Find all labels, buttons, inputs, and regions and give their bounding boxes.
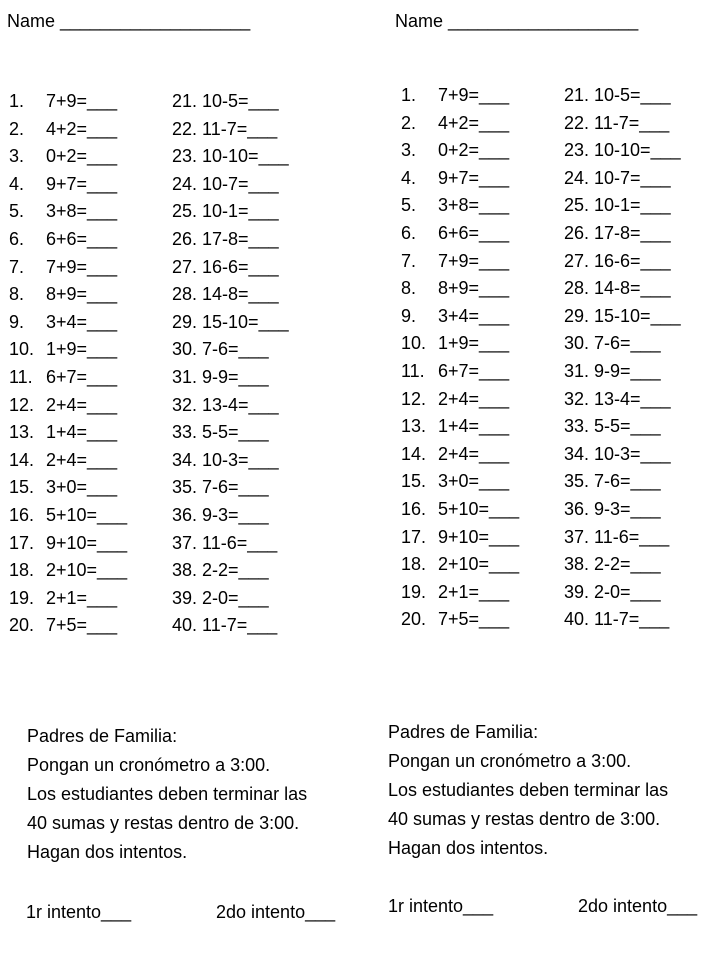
subtraction-problem: 38. 2-2=___ <box>564 554 661 575</box>
problem-number: 6. <box>401 222 417 243</box>
addition-problem: 6+6=___ <box>46 228 118 249</box>
addition-problem: 1+9=___ <box>46 339 118 360</box>
problem-row <box>0 502 360 530</box>
problem-list <box>388 82 720 634</box>
subtraction-problem: 21. 10-5=___ <box>172 91 279 111</box>
subtraction-problem: 35. 7-6=___ <box>172 477 269 498</box>
problem-number: 1. <box>9 91 25 111</box>
addition-problem: 3+0=___ <box>46 477 118 498</box>
addition-problem: 7+9=___ <box>438 85 510 105</box>
addition-problem: 7+9=___ <box>46 91 118 111</box>
problem-row <box>0 474 360 502</box>
subtraction-problem: 31. 9-9=___ <box>172 366 269 387</box>
problem-row <box>388 579 720 607</box>
problem-number: 18. <box>9 560 35 581</box>
problem-row <box>388 303 720 331</box>
addition-problem: 4+2=___ <box>438 112 510 133</box>
subtraction-problem: 30. 7-6=___ <box>172 339 269 360</box>
problem-number: 13. <box>401 416 427 437</box>
problem-number: 17. <box>9 532 35 553</box>
problem-number: 8. <box>9 284 25 305</box>
subtraction-problem: 22. 11-7=___ <box>564 112 670 133</box>
problem-number: 8. <box>401 278 417 299</box>
problem-row <box>388 524 720 552</box>
problem-number: 5. <box>9 201 25 222</box>
problem-row <box>388 606 720 634</box>
problem-number: 19. <box>401 581 427 602</box>
problem-row <box>388 165 720 193</box>
problem-row <box>388 441 720 469</box>
addition-problem: 7+9=___ <box>438 250 510 271</box>
addition-problem: 1+4=___ <box>46 422 118 443</box>
subtraction-problem: 37. 11-6=___ <box>172 532 278 553</box>
subtraction-problem: 23. 10-10=___ <box>172 146 289 167</box>
addition-problem: 2+4=___ <box>46 394 118 415</box>
addition-problem: 3+0=___ <box>438 471 510 492</box>
problem-row <box>388 358 720 386</box>
parent-note-line: Hagan dos intentos. <box>388 838 549 858</box>
addition-problem: 9+7=___ <box>438 167 510 188</box>
addition-problem: 6+7=___ <box>46 366 118 387</box>
problem-number: 2. <box>9 118 25 139</box>
problem-row <box>388 496 720 524</box>
subtraction-problem: 25. 10-1=___ <box>172 201 279 222</box>
problem-row <box>0 198 360 226</box>
subtraction-problem: 38. 2-2=___ <box>172 560 269 581</box>
problem-row <box>0 88 360 116</box>
subtraction-problem: 40. 11-7=___ <box>172 615 278 636</box>
problem-number: 17. <box>401 526 427 547</box>
addition-problem: 5+10=___ <box>438 498 520 519</box>
addition-problem: 2+4=___ <box>438 443 510 464</box>
problem-number: 11. <box>401 360 425 381</box>
subtraction-problem: 32. 13-4=___ <box>564 388 671 409</box>
subtraction-problem: 29. 15-10=___ <box>172 311 289 332</box>
problem-number: 20. <box>9 615 35 636</box>
parent-note-line: Padres de Familia: <box>388 722 539 742</box>
addition-problem: 4+2=___ <box>46 118 118 139</box>
parent-note-line: Padres de Familia: <box>27 726 178 746</box>
problem-number: 14. <box>9 449 35 470</box>
subtraction-problem: 29. 15-10=___ <box>564 305 681 326</box>
parent-note-line: Los estudiantes deben terminar las <box>388 780 669 800</box>
problem-number: 15. <box>9 477 35 498</box>
subtraction-problem: 35. 7-6=___ <box>564 471 661 492</box>
attempt-1-label: 1r intento___ <box>388 896 494 916</box>
subtraction-problem: 30. 7-6=___ <box>564 333 661 354</box>
parent-note-line: Pongan un cronómetro a 3:00. <box>27 755 271 775</box>
problem-number: 4. <box>9 173 25 194</box>
problem-number: 14. <box>401 443 427 464</box>
problem-row <box>388 248 720 276</box>
addition-problem: 2+1=___ <box>46 587 118 608</box>
addition-problem: 9+10=___ <box>438 526 520 547</box>
problem-number: 7. <box>401 250 417 271</box>
problem-row <box>388 330 720 358</box>
problem-row <box>388 413 720 441</box>
problem-number: 9. <box>9 311 25 332</box>
problem-number: 1. <box>401 85 417 105</box>
subtraction-problem: 32. 13-4=___ <box>172 394 279 415</box>
subtraction-problem: 33. 5-5=___ <box>564 416 661 437</box>
subtraction-problem: 33. 5-5=___ <box>172 422 269 443</box>
addition-problem: 2+4=___ <box>438 388 510 409</box>
addition-problem: 7+9=___ <box>46 256 118 277</box>
subtraction-problem: 24. 10-7=___ <box>564 167 671 188</box>
problem-number: 5. <box>401 195 417 216</box>
problem-number: 19. <box>9 587 35 608</box>
subtraction-problem: 36. 9-3=___ <box>564 498 661 519</box>
name-field-label: Name ___________________ <box>395 11 639 31</box>
problem-row <box>388 220 720 248</box>
problem-list <box>0 88 360 640</box>
addition-problem: 1+9=___ <box>438 333 510 354</box>
subtraction-problem: 27. 16-6=___ <box>564 250 671 271</box>
problem-number: 6. <box>9 228 25 249</box>
problem-number: 12. <box>9 394 35 415</box>
addition-problem: 8+9=___ <box>46 284 118 305</box>
problem-number: 18. <box>401 554 427 575</box>
subtraction-problem: 34. 10-3=___ <box>564 443 671 464</box>
problem-row <box>388 386 720 414</box>
problem-row <box>388 82 720 110</box>
subtraction-problem: 25. 10-1=___ <box>564 195 671 216</box>
worksheet-right <box>388 0 720 960</box>
attempt-2-label: 2do intento___ <box>216 902 336 922</box>
addition-problem: 2+1=___ <box>438 581 510 602</box>
attempt-1-label: 1r intento___ <box>26 902 132 922</box>
addition-problem: 9+7=___ <box>46 173 118 194</box>
problem-row <box>388 110 720 138</box>
subtraction-problem: 24. 10-7=___ <box>172 173 279 194</box>
subtraction-problem: 39. 2-0=___ <box>564 581 661 602</box>
problem-number: 12. <box>401 388 427 409</box>
problem-number: 7. <box>9 256 25 277</box>
parent-note <box>27 722 357 867</box>
addition-problem: 3+8=___ <box>438 195 510 216</box>
problem-row <box>0 419 360 447</box>
parent-note-line: Los estudiantes deben terminar las <box>27 784 308 804</box>
problem-number: 4. <box>401 167 417 188</box>
addition-problem: 1+4=___ <box>438 416 510 437</box>
problem-number: 13. <box>9 422 35 443</box>
problem-row <box>388 468 720 496</box>
addition-problem: 0+2=___ <box>438 140 510 161</box>
addition-problem: 2+10=___ <box>46 560 128 581</box>
addition-problem: 3+8=___ <box>46 201 118 222</box>
subtraction-problem: 26. 17-8=___ <box>564 222 671 243</box>
problem-row <box>0 530 360 558</box>
subtraction-problem: 21. 10-5=___ <box>564 85 671 105</box>
problem-number: 3. <box>401 140 417 161</box>
problem-row <box>0 143 360 171</box>
parent-note-line: 40 sumas y restas dentro de 3:00. <box>27 813 300 833</box>
subtraction-problem: 22. 11-7=___ <box>172 118 278 139</box>
problem-number: 10. <box>9 339 35 360</box>
parent-note-line: 40 sumas y restas dentro de 3:00. <box>388 809 661 829</box>
problem-number: 16. <box>9 504 35 525</box>
problem-number: 16. <box>401 498 427 519</box>
addition-problem: 5+10=___ <box>46 504 128 525</box>
attempt-2-label: 2do intento___ <box>578 896 698 916</box>
addition-problem: 8+9=___ <box>438 278 510 299</box>
subtraction-problem: 28. 14-8=___ <box>564 278 671 299</box>
problem-row <box>0 171 360 199</box>
parent-note <box>388 718 718 863</box>
subtraction-problem: 39. 2-0=___ <box>172 587 269 608</box>
addition-problem: 7+5=___ <box>46 615 118 636</box>
problem-row <box>0 557 360 585</box>
addition-problem: 0+2=___ <box>46 146 118 167</box>
problem-row <box>0 392 360 420</box>
addition-problem: 9+10=___ <box>46 532 128 553</box>
subtraction-problem: 26. 17-8=___ <box>172 228 279 249</box>
problem-row <box>388 551 720 579</box>
subtraction-problem: 28. 14-8=___ <box>172 284 279 305</box>
problem-number: 11. <box>9 366 33 387</box>
problem-row <box>0 309 360 337</box>
problem-row <box>0 336 360 364</box>
addition-problem: 3+4=___ <box>46 311 118 332</box>
addition-problem: 6+6=___ <box>438 222 510 243</box>
problem-number: 9. <box>401 305 417 326</box>
subtraction-problem: 31. 9-9=___ <box>564 360 661 381</box>
subtraction-problem: 36. 9-3=___ <box>172 504 269 525</box>
problem-row <box>0 116 360 144</box>
attempts-row <box>388 895 698 917</box>
problem-number: 10. <box>401 333 427 354</box>
subtraction-problem: 37. 11-6=___ <box>564 526 670 547</box>
problem-row <box>388 137 720 165</box>
problem-number: 20. <box>401 609 427 630</box>
addition-problem: 6+7=___ <box>438 360 510 381</box>
subtraction-problem: 27. 16-6=___ <box>172 256 279 277</box>
problem-number: 3. <box>9 146 25 167</box>
problem-row <box>0 447 360 475</box>
attempts-row <box>26 901 336 923</box>
parent-note-line: Pongan un cronómetro a 3:00. <box>388 751 632 771</box>
problem-row <box>0 585 360 613</box>
addition-problem: 3+4=___ <box>438 305 510 326</box>
name-field-label: Name ___________________ <box>7 11 251 31</box>
parent-note-line: Hagan dos intentos. <box>27 842 188 862</box>
subtraction-problem: 34. 10-3=___ <box>172 449 279 470</box>
addition-problem: 2+10=___ <box>438 554 520 575</box>
problem-row <box>0 612 360 640</box>
problem-number: 2. <box>401 112 417 133</box>
problem-number: 15. <box>401 471 427 492</box>
problem-row <box>388 192 720 220</box>
problem-row <box>0 364 360 392</box>
problem-row <box>0 226 360 254</box>
subtraction-problem: 23. 10-10=___ <box>564 140 681 161</box>
problem-row <box>0 281 360 309</box>
problem-row <box>0 254 360 282</box>
addition-problem: 7+5=___ <box>438 609 510 630</box>
subtraction-problem: 40. 11-7=___ <box>564 609 670 630</box>
addition-problem: 2+4=___ <box>46 449 118 470</box>
problem-row <box>388 275 720 303</box>
